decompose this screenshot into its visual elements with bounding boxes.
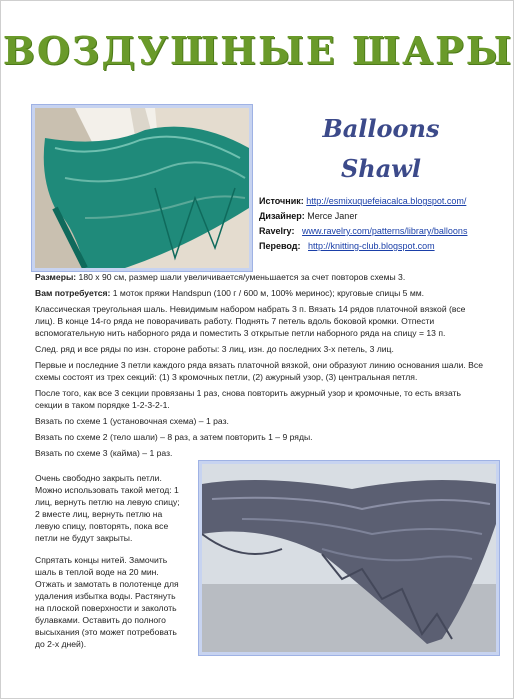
meta-row-ravelry bbox=[259, 224, 509, 239]
header bbox=[1, 15, 514, 85]
teal-shawl-photo bbox=[32, 105, 252, 271]
paragraph: Первые и последние 3 петли каждого ряда вязать платочной вязкой, они образуют линию основания шали. Все схемы состоят из трех секций: (1) 3 кромочных петли, (2) ажурный узор, (3) центральная петля. bbox=[35, 360, 483, 382]
paragraph: Вязать по схеме 3 (кайма) – 1 раз. bbox=[35, 448, 173, 458]
materials-text: 1 моток пряжи Handspun (100 г / 600 м, 100% меринос); круговые спицы 5 мм. bbox=[112, 288, 425, 298]
header-title: ВОЗДУШНЫЕ ШАРЫ bbox=[2, 27, 514, 73]
meta-label: Ravelry: bbox=[259, 226, 295, 236]
meta-label: Источник: bbox=[259, 196, 304, 206]
translation-link[interactable]: http://knitting-club.blogspot.com bbox=[308, 241, 435, 251]
size-text: 180 х 90 см, размер шали увеличивается/уменьшается за счет повторов схемы 3. bbox=[78, 272, 406, 282]
paragraph: После того, как все 3 секции провязаны 1 раз, снова повторить ажурный узор и кромочные, то есть вязать секции в таком порядке 1-2-3-2-1. bbox=[35, 388, 461, 410]
paragraph: Вязать по схеме 1 (установочная схема) – 1 раз. bbox=[35, 416, 229, 426]
materials-line bbox=[35, 287, 487, 299]
designer-name: Merce Janer bbox=[307, 211, 358, 221]
finishing-instructions bbox=[35, 472, 185, 660]
shawl-title-line2: Shawl bbox=[340, 154, 422, 183]
paragraph: Классическая треугольная шаль. Невидимым набором набрать 3 п. Вязать 14 рядов платочной вязкой (все лиц). В конце 14-го ряда не поворачивать работу. Поднять 7 петель вдоль боковой кромки. Отпести вспомогательную нить наборного ряда и поместить 3 открытые петли наборного ряда на спицу = 13 п. bbox=[35, 304, 466, 338]
pattern-body bbox=[35, 271, 487, 463]
meta-label: Дизайнер: bbox=[259, 211, 305, 221]
ravelry-link[interactable]: www.ravelry.com/patterns/library/balloons bbox=[302, 226, 468, 236]
gray-shawl-photo bbox=[199, 461, 499, 655]
size-label: Размеры: bbox=[35, 272, 77, 282]
size-line bbox=[35, 271, 487, 283]
source-link[interactable]: http://esmixuquefeiacalca.blogspot.com/ bbox=[306, 196, 467, 206]
paragraph: След. ряд и все ряды по изн. стороне работы: 3 лиц, изн. до последних 3-х петель, 3 лиц. bbox=[35, 344, 394, 354]
materials-label: Вам потребуется: bbox=[35, 288, 111, 298]
title-block bbox=[271, 109, 491, 189]
paragraph: Вязать по схеме 2 (тело шали) – 8 раз, а затем повторить 1 – 9 ряды. bbox=[35, 432, 313, 442]
meta-info bbox=[259, 194, 509, 254]
bind-off-paragraph: Очень свободно закрыть петли. Можно использовать такой метод: 1 лиц, вернуть петлю на левую спицу; 2 вместе лиц, вернуть петлю на левую спицу, повторять, пока все петли не будут закрыты. bbox=[35, 473, 180, 543]
meta-row-designer bbox=[259, 209, 509, 224]
blocking-paragraph: Спрятать концы нитей. Замочить шаль в теплой воде на 20 мин. Отжать и замотать в полотенце для удаления избытка воды. Растянуть на плоской поверхности и заколоть булавками. Оставить до полного высыхания (это может потребовать до 2-х дней). bbox=[35, 555, 179, 649]
meta-row-source bbox=[259, 194, 509, 209]
meta-label: Перевод: bbox=[259, 241, 301, 251]
shawl-title-line1: Balloons bbox=[322, 114, 440, 143]
meta-row-translation bbox=[259, 239, 509, 254]
